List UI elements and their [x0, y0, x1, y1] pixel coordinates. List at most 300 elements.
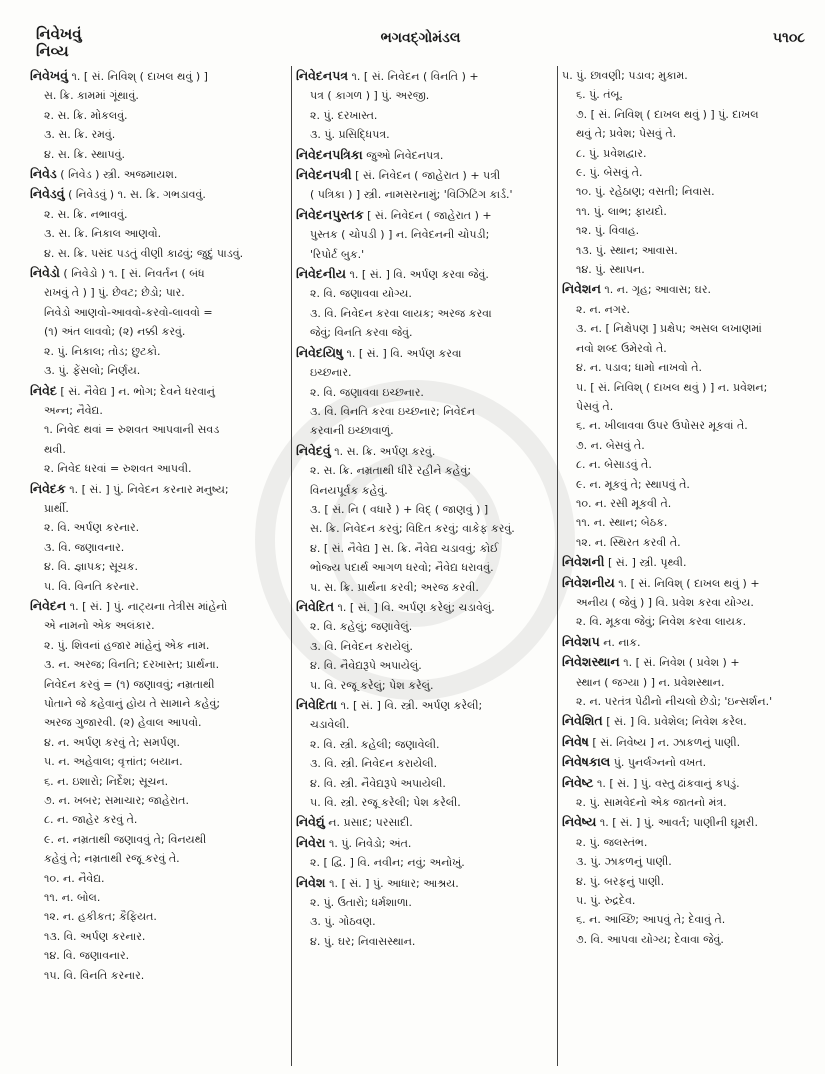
definition-line: [562, 475, 810, 494]
definition-text: ૧. [ સં. ] પું. આધાર; આશ્રય.: [329, 876, 459, 890]
definition-text: ૨. [ દ્વિ. ] વિ. નવીન; નવું; અનોખું.: [310, 856, 465, 870]
headword: નિવેડો: [30, 265, 60, 281]
definition-line: [296, 363, 554, 382]
headword: નિવેદનીય: [296, 266, 347, 282]
definition-text: ૩. ન. અરજ; વિનતિ; દરખાસ્ત; પ્રાર્થના.: [44, 658, 220, 672]
definition-text: ૧. ન. ગૃહ; આવાસ; ઘર.: [604, 283, 712, 297]
definition-text: ૭. વિ. આપવા યોગ્ય; દેવાવા જેવું.: [576, 932, 724, 946]
definition-text: ૫. ન. અહેવાલ; વૃત્તાંત; બયાન.: [44, 755, 183, 769]
headword: નિવેશન: [562, 281, 601, 297]
definition-text: (૧) અંત લાવવો; (૨) નક્કી કરવું.: [44, 325, 186, 339]
definition-line: [562, 752, 810, 772]
definition-line: [30, 66, 288, 86]
definition-line: [562, 872, 810, 891]
definition-line: [296, 597, 554, 617]
definition-text: ૧૨. ન. સ્થિરત કરવી તે.: [576, 535, 681, 549]
definition-line: [296, 754, 554, 773]
definition-line: [30, 244, 288, 263]
definition-text: ૫. વિ. સ્ત્રી. રજૂ કરેલી; પેશ કરેલી.: [310, 796, 461, 810]
definition-line: [296, 558, 554, 577]
definition-line: [562, 378, 810, 397]
headword: નિવેશ: [296, 874, 326, 890]
headword: નિવેદવું: [296, 442, 331, 458]
definition-text: ૪. પું. ઘર; નિવાસસ્થાન.: [310, 934, 416, 948]
dictionary-entry: [562, 279, 810, 552]
headword: નિવેષ: [562, 733, 589, 749]
headword: નિવેડ: [30, 166, 57, 182]
definition-line: [30, 125, 288, 144]
definition-line: [562, 300, 810, 319]
definition-text: ૧૫. વિ. વિનતિ કરનાર.: [44, 968, 145, 982]
definition-line: [30, 381, 288, 401]
definition-line: [296, 402, 554, 421]
definition-text: ૨. વિ. જણાવવા યોગ્ય.: [310, 287, 412, 301]
definition-line: [296, 833, 554, 853]
definition-text: ૩. સ. ક્રિ. નિકાલ આણવો.: [44, 227, 162, 241]
definition-text: ૪. ન. અર્પણ કરવું તે; સમર્પણ.: [44, 735, 181, 749]
definition-text: ઇચ્છનાર.: [310, 366, 352, 380]
definition-text: ૪. [ સં. નૈવેદ્ય ] સ. ક્રિ. નૈવેદ્ય ચડાવવું; કોઈ: [310, 541, 499, 555]
definition-text: ૧૩. પું. સ્થાન; આવાસ.: [576, 243, 678, 257]
definition-line: [30, 342, 288, 361]
headword: નિવેદયિષુ: [296, 344, 343, 360]
definition-line: [562, 163, 810, 182]
dictionary-entry: [296, 695, 554, 812]
definition-text: ૧૧. ન. બોલ.: [44, 891, 101, 905]
definition-text: કહેવું તે; નમ્રતાથી રજૂ કરવું તે.: [44, 852, 180, 866]
definition-text: ૧૨. ન. હકીકત; કૈફિયત.: [44, 910, 157, 924]
definition-text: ૨. પું. સામવેદનો એક જાતનો મંત્ર.: [576, 796, 727, 810]
definition-line: [562, 221, 810, 240]
definition-text: ચડાવેલી.: [310, 718, 350, 732]
definition-line: [30, 946, 288, 965]
dictionary-entry: [296, 812, 554, 832]
definition-text: ૨. પું. દરખાસ્ત.: [310, 108, 378, 122]
definition-line: [30, 675, 288, 694]
definition-text: ન. પ્રસાદ; પરસાદી.: [328, 816, 413, 830]
definition-line: [30, 440, 288, 459]
definition-line: [296, 774, 554, 793]
definition-line: [30, 401, 288, 420]
headword: નિવેદનપત્રિકા: [296, 146, 363, 162]
definition-line: [296, 185, 554, 204]
definition-text: ૩. પું. પ્રસિદ્ધિપત્ર.: [310, 128, 390, 142]
definition-line: [30, 752, 288, 771]
page-header: [36, 26, 805, 60]
definition-text: ૧. [ સં. નિવિશ્ ( દાખલ થવું ) ]: [71, 70, 208, 83]
definition-line: [562, 455, 810, 474]
dictionary-entry: [562, 573, 810, 632]
definition-text: રાખવું તે ) ] પું. છેવટ; છેડો; પાર.: [44, 286, 185, 300]
definition-line: [562, 891, 810, 910]
definition-line: [30, 713, 288, 732]
definition-text: ૩. પું. ગોઠવણ.: [310, 915, 376, 929]
definition-text: ૪. સ. ક્રિ. પસંદ પડતું વીણી કાઢવું; જુદું પાડવું.: [44, 246, 244, 260]
dictionary-entry: [296, 66, 554, 145]
definition-text: સ. ક્રિ. નિવેદન કરવું; વિદિત કરવું; વાકેફ કરવું.: [310, 522, 515, 536]
definition-text: કરવાની ઇચ્છાવાળું.: [310, 424, 394, 438]
headword: નિવેશસ્થાન: [562, 654, 620, 670]
definition-text: એ નામનો એક અલંકાર.: [44, 619, 155, 633]
guide-word-bottom: નિવ્ય: [36, 42, 69, 60]
definition-line: [562, 593, 810, 612]
definition-line: [562, 793, 810, 812]
definition-line: [30, 830, 288, 849]
definition-line: [30, 145, 288, 164]
definition-line: [30, 927, 288, 946]
definition-text: પ્રાર્થી.: [44, 501, 69, 515]
definition-line: [296, 481, 554, 500]
definition-text: ૨. વિ. અર્પણ કરનાર.: [44, 521, 140, 535]
definition-line: [296, 617, 554, 636]
headword: નિવેશનીય: [562, 574, 615, 590]
guide-word-top: નિવેખવું: [36, 25, 82, 43]
dictionary-entry: [296, 145, 554, 165]
definition-text: ૭. ન. બેસવું તે.: [576, 438, 645, 452]
definition-line: [562, 202, 810, 221]
definition-line: [562, 144, 810, 163]
definition-text: ૨. વિ. જણાવવા ઇચ્છનાર.: [310, 385, 424, 399]
definition-line: [30, 596, 288, 616]
definition-line: [562, 85, 810, 104]
definition-text: જેવું; વિનતિ કરવા જેવું.: [310, 326, 413, 340]
headword: નિવેરા: [296, 834, 326, 850]
definition-text: ૧. [ સં. ] પું. નિવેદન કરનાર મનુષ્ય;: [69, 482, 229, 496]
definition-line: [562, 533, 810, 552]
definition-text: ૨. પું. નિકાલ; તોડ; છુટકો.: [44, 344, 161, 358]
definition-line: [296, 735, 554, 754]
definition-text: પુસ્તક ( ચોપડી ) ] ન. નિવેદનની ચોપડી;: [310, 228, 490, 242]
definition-line: [562, 241, 810, 260]
definition-text: ૧૦. ન. રસી મૂકવી તે.: [576, 496, 672, 510]
definition-text: નિવેડો આણવો-આવવો-કરવો-લાવવો =: [44, 305, 213, 319]
definition-line: [296, 893, 554, 912]
headword: નિવેદનપુસ્તક: [296, 206, 364, 222]
definition-line: [296, 66, 554, 86]
definition-line: [30, 733, 288, 752]
definition-line: [30, 791, 288, 810]
definition-line: [562, 416, 810, 435]
headword: નિવેખવું: [30, 68, 68, 83]
definition-text: ૧. [ સં. ] વિ. સ્ત્રી. અર્પણ કરેલી;: [340, 699, 483, 712]
headword: નિવેશની: [562, 554, 605, 570]
definition-line: [562, 573, 810, 593]
definition-line: [30, 577, 288, 596]
dictionary-entry: [562, 66, 810, 279]
definition-line: [30, 283, 288, 302]
definition-text: અરજ ગુજારવી. (૨) હેવાલ આપવો.: [44, 716, 202, 730]
definition-line: [562, 812, 810, 832]
definition-text: થવું તે; પ્રવેશ; પેસવું તે.: [576, 127, 677, 141]
definition-line: [296, 539, 554, 558]
definition-text: ૧. [ સં. ] વિ. અર્પણ કરવા: [346, 346, 462, 360]
definition-line: [296, 441, 554, 461]
dictionary-entry: [296, 873, 554, 952]
definition-line: [296, 656, 554, 675]
dictionary-entry: [562, 632, 810, 652]
definition-text: ૪. વિ. નૈવેદ્યરૂપે અપાયેલું.: [310, 659, 422, 673]
definition-text: ૪. પું. બરફનું પાણી.: [576, 874, 665, 888]
headword: નિવેશપ: [562, 633, 600, 649]
dictionary-entry: [296, 343, 554, 441]
definition-line: [296, 323, 554, 342]
definition-line: [30, 888, 288, 907]
dictionary-entry: [296, 833, 554, 873]
definition-text: ૩. વિ. વિનતિ કરવા ઇચ્છનાર; નિવેદન: [310, 404, 476, 418]
definition-line: [296, 86, 554, 105]
definition-line: [296, 461, 554, 480]
definition-text: ૯. પું. બેસવું તે.: [576, 166, 643, 180]
definition-line: [296, 500, 554, 519]
definition-line: [562, 852, 810, 871]
definition-text: ૮. ન. જાહેર કરવું તે.: [44, 813, 138, 827]
definition-line: [30, 907, 288, 926]
definition-line: [30, 459, 288, 478]
definition-text: ૨. ન. નગર.: [576, 302, 631, 316]
definition-line: [562, 436, 810, 455]
definition-text: ૭. [ સં. નિવિશ્ ( દાખલ થવું ) ] પું. દાખલ: [576, 107, 759, 121]
headword: નિવેષ્ટ: [562, 774, 594, 790]
headword: નિવેષ્ય: [562, 814, 597, 830]
dictionary-entry: [296, 441, 554, 597]
columns: [30, 66, 810, 1066]
headword: નિવેશિત: [562, 713, 603, 729]
definition-text: જુઓ નિવેદનપત્ર.: [366, 148, 444, 162]
dictionary-entry: [562, 552, 810, 572]
running-title: ભગવદ્ગોમંડલ: [380, 30, 461, 46]
definition-text: ૯. ન. મૂકવું તે; સ્થાપવું તે.: [576, 477, 690, 491]
definition-text: ( પત્રિકા ) ] સ્ત્રી. નામસરનામું; 'વિઝિટિંગ કાર્ડ.': [310, 188, 513, 202]
definition-line: [296, 125, 554, 144]
definition-line: [562, 182, 810, 201]
headword: નિવેદ્યું: [296, 814, 325, 830]
definition-text: ૧. [ સં. ] વિ. અર્પણ કરેલું; ચડાવેલું.: [337, 600, 495, 614]
definition-text: વિનયપૂર્વક કહેવું.: [310, 483, 388, 497]
definition-text: ૧. [ સં. નિવેદન ( વિનતિ ) +: [351, 70, 479, 83]
definition-text: ૫. વિ. રજૂ કરેલું; પેશ કરેલું.: [310, 678, 434, 692]
definition-line: [30, 322, 288, 341]
definition-text: ૧૧. પું. લાભ; ફાયદો.: [576, 204, 667, 218]
definition-text: ૧. [ સં. ] પું. વસ્તુ ઢાંકવાનું કપડું.: [596, 776, 740, 790]
definition-text: ૨. વિ. મૂકવા જેવું; નિવેશ કરવા લાયક.: [576, 615, 747, 629]
definition-text: ૧૪. વિ. જણાવનાર.: [44, 949, 130, 963]
headword: નિવેડવું: [30, 186, 65, 202]
dictionary-entry: [30, 263, 288, 380]
definition-line: [562, 358, 810, 377]
definition-text: ૪. વિ. સ્ત્રી. નૈવેદ્યરૂપે અપાયેલી.: [310, 776, 446, 790]
definition-text: ૪. વિ. જ્ઞાપક; સૂચક.: [44, 560, 138, 574]
definition-text: 'રિપોર્ટ બુક.': [310, 247, 365, 261]
definition-text: ( નિવેડવું ) ૧. સ. ક્રિ. ગભડાવવું.: [68, 188, 206, 202]
definition-line: [30, 538, 288, 557]
definition-text: ૯. ન. નમ્રતાથી જણાવવું તે; વિનયથી: [44, 832, 207, 846]
definition-line: [296, 106, 554, 125]
definition-text: ૧. [ સં. ] પું. આવર્ત; પાણીની ઘૂમરી.: [599, 816, 758, 830]
definition-line: [30, 966, 288, 985]
headword: નિવેદિતા: [296, 697, 338, 712]
headword: નિવેદક: [30, 480, 66, 496]
definition-line: [296, 793, 554, 812]
definition-text: ૧૧. ન. સ્થાન; બેઠક.: [576, 516, 668, 530]
dictionary-entry: [296, 165, 554, 205]
dictionary-entry: [30, 479, 288, 596]
definition-text: [ સં. ] વિ. પ્રવેશેલ; નિવેશ કરેલ.: [606, 715, 747, 729]
definition-text: [ સં. નિવેદન ( જાહેરાત ) + પત્રી: [355, 169, 501, 183]
definition-line: [296, 421, 554, 440]
definition-line: [30, 263, 288, 283]
definition-text: ૩. સ. ક્રિ. રમવું.: [44, 128, 116, 142]
definition-line: [30, 636, 288, 655]
definition-line: [562, 930, 810, 949]
definition-text: ૧. [ સં. ] વિ. અર્પણ કરવા જેવું.: [349, 268, 489, 282]
definition-text: પત્ર ( કાગળ ) ] પું. અરજી.: [310, 89, 430, 103]
definition-line: [296, 812, 554, 832]
definition-text: ૩. પું. ફેંસલો; નિર્ણય.: [44, 364, 141, 378]
definition-text: ૨. સ. ક્રિ. મોકલવું.: [44, 108, 128, 122]
definition-line: [296, 853, 554, 872]
definition-line: [562, 124, 810, 143]
headword: નિવેદનપત્ર: [296, 68, 349, 83]
column-divider: [291, 66, 292, 1066]
definition-text: ન. નાક.: [603, 635, 641, 649]
definition-line: [296, 205, 554, 225]
dictionary-entry: [30, 164, 288, 184]
definition-line: [296, 304, 554, 323]
definition-text: સ. ક્રિ. કામમાં ગૂંથાવું.: [44, 89, 139, 103]
definition-line: [296, 343, 554, 363]
definition-line: [562, 279, 810, 299]
definition-line: [30, 224, 288, 243]
dictionary-entry: [296, 264, 554, 343]
definition-text: ૩. પું. ઝાકળનું પાણી.: [576, 855, 672, 869]
definition-text: ૬. ન. ખીલાવવા ઉપર ઉપોસર મૂકવાં તે.: [576, 419, 748, 433]
definition-text: ૧. સ. ક્રિ. અર્પણ કરવું.: [334, 444, 436, 458]
definition-line: [562, 552, 810, 572]
definition-line: [296, 873, 554, 893]
definition-line: [562, 632, 810, 652]
definition-text: ૫. સ. ક્રિ. પ્રાર્થના કરવી; અરજ કરવી.: [310, 580, 479, 594]
definition-text: નિવેદન કરવું = (૧) જણાવવું; નમ્રતાથી: [44, 677, 215, 691]
dictionary-entry: [30, 381, 288, 479]
definition-text: ૩. વિ. જણાવનાર.: [44, 540, 125, 554]
definition-line: [296, 912, 554, 931]
definition-text: સ્થાન ( જગ્યા ) ] ન. પ્રવેશસ્થાન.: [576, 675, 725, 689]
definition-line: [30, 479, 288, 499]
definition-line: [296, 245, 554, 264]
definition-line: [562, 910, 810, 929]
definition-line: [562, 105, 810, 124]
dictionary-entry: [30, 596, 288, 985]
definition-text: ૩. ન. [ નિક્ષેપણ ] પ્રક્ષેપ; અસલ લખાણમાં: [576, 322, 762, 336]
definition-text: ૨. વિ. કહેલું; જણાવેલું.: [310, 620, 413, 634]
definition-line: [30, 164, 288, 184]
definition-line: [30, 420, 288, 439]
headword: નિવેષકાલ: [562, 754, 611, 770]
definition-text: ૫. પું. છાવણી; પડાવ; મુકામ.: [562, 69, 688, 82]
dictionary-entry: [296, 205, 554, 264]
definition-text: થવી.: [44, 442, 66, 456]
definition-line: [562, 773, 810, 793]
definition-line: [30, 557, 288, 576]
definition-line: [30, 772, 288, 791]
definition-line: [296, 637, 554, 656]
definition-text: ૩. વિ. નિવેદન કરાયેલું.: [310, 639, 413, 653]
column-3: [562, 66, 810, 1066]
definition-line: [296, 695, 554, 715]
definition-line: [296, 284, 554, 303]
definition-line: [296, 165, 554, 185]
definition-text: ૧૩. વિ. અર્પણ કરનાર.: [44, 929, 146, 943]
definition-line: [296, 145, 554, 165]
dictionary-entry: [30, 66, 288, 164]
definition-line: [562, 692, 810, 711]
dictionary-entry: [562, 773, 810, 813]
definition-text: પોતાને જે કહેવાનું હોય તે સામાને કહેવું;: [44, 697, 221, 710]
definition-line: [562, 673, 810, 692]
column-divider: [557, 66, 558, 1066]
definition-line: [30, 184, 288, 204]
definition-line: [296, 225, 554, 244]
definition-line: [296, 932, 554, 951]
headword: નિવેદ: [30, 382, 57, 398]
definition-text: ( નિવેડો ) ૧. [ સં. નિવર્તન ( બંધ: [63, 267, 205, 281]
definition-text: ( નિવેડ ) સ્ત્રી. અજમાયશ.: [60, 168, 178, 182]
definition-text: ૧૪. પું. સ્થાપન.: [576, 263, 645, 277]
definition-text: ૨. પું. ઉતારો; ધર્મશાળા.: [310, 896, 412, 910]
definition-line: [296, 519, 554, 538]
definition-text: ભોજ્ય પદાર્થ આગળ ધરવો; નૈવેદ્ય ધરાવવું.: [310, 561, 494, 575]
definition-text: [ સં. નૈવેદ્ય ] ન. ભોગ; દેવને ધરવાનું: [60, 384, 215, 398]
definition-text: નવો શબ્દ ઉમેરવો તે.: [576, 341, 667, 355]
definition-line: [562, 711, 810, 731]
definition-line: [30, 810, 288, 829]
definition-line: [30, 655, 288, 674]
dictionary-entry: [562, 732, 810, 752]
column-1: [30, 66, 288, 1066]
definition-line: [30, 849, 288, 868]
page-number: ૫૧૦૮: [772, 30, 805, 46]
dictionary-entry: [296, 597, 554, 695]
definition-text: ૬. પું. તંબૂ.: [576, 88, 623, 102]
definition-text: ૨. નિવેદ ધરવાં = રુશવત આપવી.: [44, 462, 192, 476]
definition-text: ૧. પું. નિવેડો; અંત.: [328, 836, 412, 850]
dictionary-entry: [30, 184, 288, 263]
definition-line: [296, 715, 554, 734]
definition-text: ૧૦. પું. રહેઠાણ; વસતી; નિવાસ.: [576, 185, 715, 199]
column-2: [296, 66, 554, 1066]
dictionary-entry: [562, 711, 810, 731]
definition-line: [296, 578, 554, 597]
definition-text: ૨. ન. પરતંત્ર પેઢીનો નીચલો છેડો; 'ઇન્સર્શન.': [576, 695, 773, 708]
definition-line: [562, 612, 810, 631]
definition-text: ૧. નિવેદ થવાં = રુશવત આપવાની સવડ: [44, 423, 220, 437]
definition-line: [296, 264, 554, 284]
definition-text: અનીય ( જેવું ) ] વિ. પ્રવેશ કરવા યોગ્ય.: [576, 595, 754, 609]
dictionary-entry: [562, 752, 810, 772]
definition-text: ૩. વિ. નિવેદન કરવા લાયક; અરજ કરવા: [310, 306, 492, 320]
definition-line: [30, 106, 288, 125]
definition-text: ૫. વિ. વિનતિ કરનાર.: [44, 579, 139, 593]
definition-text: ૨. સ. ક્રિ. નભાવવું.: [44, 207, 128, 221]
definition-text: ૨. સ. ક્રિ. નમ્રતાથી ધીરે રહીને કહેવું;: [310, 464, 472, 478]
definition-text: ૮. ન. બેસાડવું તે.: [576, 458, 652, 472]
definition-line: [562, 494, 810, 513]
definition-line: [562, 66, 810, 85]
definition-text: ૭. ન. ખબર; સમાચાર; જાહેરાત.: [44, 794, 189, 808]
definition-text: ૬. ન. ઇશારો; નિર્દેશ; સૂચન.: [44, 774, 169, 788]
definition-text: ૨. વિ. સ્ત્રી. કહેલી; જણાવેલી.: [310, 737, 440, 751]
definition-text: ૧. [ સં. નિવિશ્ ( દાખલ થવું ) +: [618, 576, 760, 590]
